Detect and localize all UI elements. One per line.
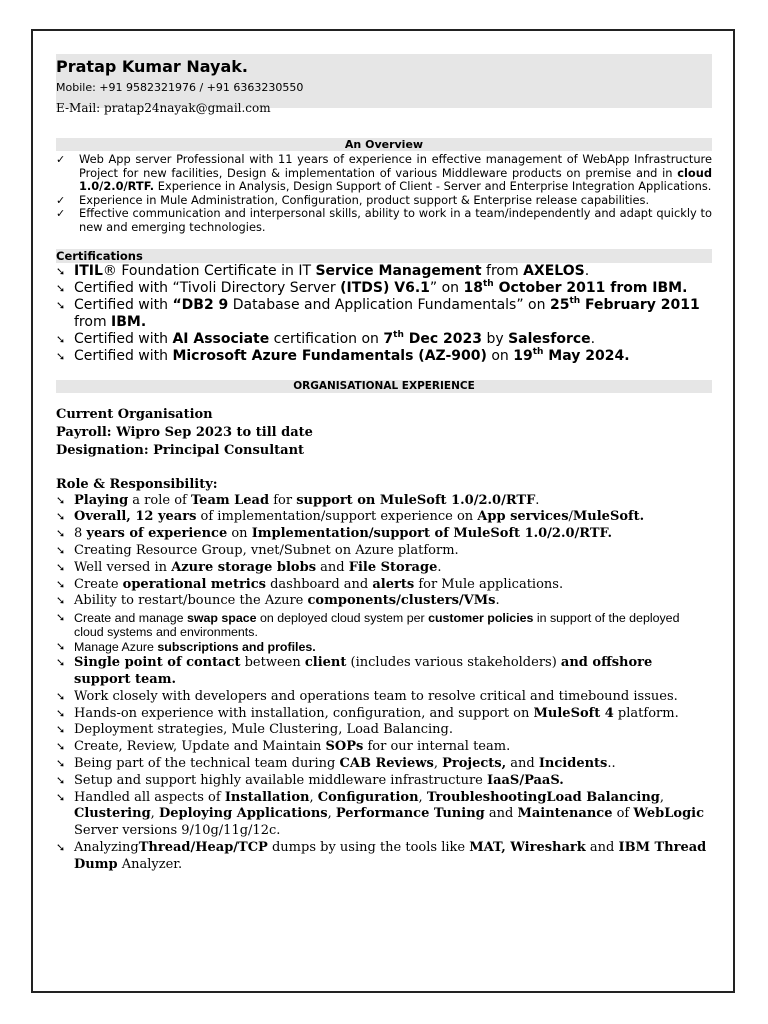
text-run: .	[495, 593, 500, 609]
email-address: E-Mail: pratap24nayak@gmail.com	[56, 101, 271, 115]
certification-item	[56, 331, 712, 348]
text-run: Create	[74, 576, 123, 592]
arrow-bullet-icon: ➘	[56, 577, 66, 591]
text-run: on deployed cloud system per	[256, 611, 429, 626]
checkmark-icon: ✓	[56, 193, 66, 207]
text-run: AXELOS	[523, 262, 585, 279]
text-run: ,	[418, 789, 427, 805]
text-run: Certified with “Tivoli Directory Server	[74, 279, 341, 296]
text-run: certification on	[269, 330, 384, 347]
arrow-bullet-icon: ➘	[56, 723, 66, 737]
responsibility-item	[56, 640, 712, 654]
text-run: ” on	[429, 279, 464, 296]
text-run: for our internal team.	[363, 739, 511, 755]
responsibility-item	[56, 790, 712, 840]
text-run: .	[437, 559, 442, 575]
text-run: App services	[477, 509, 569, 525]
text-run: dumps by using the tools like	[267, 839, 470, 855]
text-run: ..	[607, 755, 616, 771]
text-run: on	[227, 526, 252, 542]
text-run: Hands-on experience with installation, configuration, and support on	[74, 705, 534, 721]
responsibility-item	[56, 706, 712, 723]
text-run: 8	[74, 526, 87, 542]
arrow-bullet-icon: ➘	[56, 612, 66, 625]
overview-list	[56, 153, 712, 235]
text-run: between	[240, 655, 305, 671]
text-run: AI Associate	[172, 330, 270, 347]
arrow-bullet-icon: ➘	[56, 281, 66, 295]
text-run: File Storage	[348, 559, 438, 575]
role-responsibility-heading: Role & Responsibility:	[56, 476, 218, 492]
arrow-bullet-icon: ➘	[56, 594, 66, 608]
overview-heading: An Overview	[56, 138, 712, 151]
text-run: Create, Review, Update and Maintain	[74, 739, 326, 755]
text-run: Being part of the technical team during	[74, 755, 340, 771]
text-run: Dec 2023	[403, 330, 482, 347]
arrow-bullet-icon: ➘	[56, 298, 66, 312]
text-run: years of experience	[86, 526, 228, 542]
certifications-list	[56, 263, 712, 365]
text-run: on	[486, 347, 514, 364]
text-run: and	[585, 839, 619, 855]
text-run: 25	[549, 296, 570, 313]
text-run: TroubleshootingLoad Balancing	[426, 789, 660, 805]
text-run: ,	[150, 806, 159, 822]
text-run: from	[481, 262, 524, 279]
text-run: Analyzing	[74, 839, 139, 855]
text-run: Handled all aspects of	[74, 789, 225, 805]
responsibility-item	[56, 689, 712, 706]
text-run: Certified with	[74, 347, 173, 364]
text-run: ,	[659, 789, 665, 805]
text-run: Manage Azure	[74, 640, 158, 655]
text-run: by	[482, 330, 509, 347]
checkmark-icon: ✓	[56, 153, 66, 166]
text-run: cloud 1.0/2.0/RTF.	[79, 165, 712, 194]
contact-header	[56, 54, 712, 115]
text-run: of implementation/support experience on	[196, 509, 478, 525]
text-run: th	[482, 278, 494, 289]
text-run: support on MuleSoft 1.0/2.0/RTF	[296, 492, 536, 508]
responsibility-item	[56, 526, 712, 543]
text-run: Azure storage blobs	[171, 559, 317, 575]
text-run: alerts	[372, 576, 415, 592]
text-run: MuleSoft 4	[533, 705, 614, 721]
text-run: and offshore support team.	[74, 655, 653, 687]
text-run: from	[74, 313, 112, 330]
responsibility-item	[56, 655, 712, 689]
text-run: Creating Resource Group, vnet/Subnet on Azure platform.	[74, 542, 459, 558]
text-run: .	[590, 330, 596, 347]
responsibilities-list	[56, 493, 712, 874]
certification-item	[56, 348, 712, 365]
current-organisation-label: Current Organisation	[56, 406, 213, 422]
text-run: th	[569, 295, 581, 306]
certification-item	[56, 263, 712, 280]
arrow-bullet-icon: ➘	[56, 264, 66, 278]
text-run: Overall, 12 years	[74, 509, 197, 525]
text-run: IBM Thread Dump	[74, 839, 707, 872]
arrow-bullet-icon: ➘	[56, 349, 66, 363]
text-run: Thread/Heap/TCP	[138, 839, 268, 855]
overview-item	[56, 194, 712, 208]
text-run: Team Lead	[190, 492, 270, 508]
responsibility-item	[56, 593, 712, 610]
text-run: th	[532, 346, 544, 357]
text-run: IBM.	[111, 313, 147, 330]
text-run: of	[612, 806, 634, 822]
text-run: subscriptions and profiles.	[157, 640, 316, 655]
text-run: ,	[309, 789, 318, 805]
responsibility-item	[56, 722, 712, 739]
text-run: October 2011 from IBM.	[493, 279, 688, 296]
text-run: Incidents	[538, 755, 608, 771]
text-run: Clustering	[74, 806, 151, 822]
text-run: for Mule applications.	[414, 576, 564, 592]
text-run: Analyzer.	[117, 856, 183, 872]
text-run: Experience in Mule Administration, Configuration, product support & Enterprise release capabilities.	[79, 192, 650, 207]
text-run: Certified with	[74, 296, 173, 313]
text-run: Installation	[224, 789, 310, 805]
arrow-bullet-icon: ➘	[56, 790, 66, 804]
arrow-bullet-icon: ➘	[56, 493, 66, 507]
text-run: platform.	[613, 705, 679, 721]
arrow-bullet-icon: ➘	[56, 840, 66, 854]
text-run: Maintenance	[517, 806, 613, 822]
text-run: swap space	[186, 611, 257, 626]
text-run: (includes various stakeholders)	[346, 655, 561, 671]
arrow-bullet-icon: ➘	[56, 706, 66, 720]
designation-line: Designation: Principal Consultant	[56, 442, 305, 458]
text-run: Web App server Professional with 11 years of experience in effective management of WebApp Infrastructure Project for new facilities, Design & implementation of various Middleware products on premise and in	[79, 152, 712, 180]
arrow-bullet-icon: ➘	[56, 510, 66, 524]
text-run: ® Foundation Certificate in IT	[102, 262, 316, 279]
text-run: for	[269, 492, 297, 508]
certification-item	[56, 297, 712, 331]
text-run: Configuration	[317, 789, 419, 805]
text-run: ,	[327, 806, 336, 822]
text-run: 7	[383, 330, 394, 347]
text-run: Deploying Applications	[158, 806, 328, 822]
text-run: MAT, Wireshark	[469, 839, 586, 855]
payroll-line: Payroll: Wipro Sep 2023 to till date	[56, 424, 313, 440]
text-run: Well versed in	[74, 559, 172, 575]
text-run: WebLogic	[633, 806, 705, 822]
overview-item	[56, 207, 712, 234]
arrow-bullet-icon: ➘	[56, 560, 66, 574]
text-run: Single point of contact	[74, 655, 241, 671]
text-run: Work closely with developers and operations team to resolve critical and timebound issues.	[74, 688, 678, 704]
text-run: (ITDS) V6.1	[340, 279, 430, 296]
arrow-bullet-icon: ➘	[56, 756, 66, 770]
overview-item	[56, 153, 712, 194]
text-run: Setup and support highly available middleware infrastructure	[74, 772, 487, 788]
arrow-bullet-icon: ➘	[56, 773, 66, 787]
responsibility-item	[56, 493, 712, 510]
experience-heading: ORGANISATIONAL EXPERIENCE	[56, 380, 712, 393]
text-run: Create and manage	[74, 611, 187, 626]
text-run: MuleSoft.	[572, 509, 645, 525]
responsibility-item	[56, 756, 712, 773]
text-run: Projects,	[442, 755, 507, 771]
responsibility-item	[56, 840, 712, 874]
text-run: a role of	[128, 492, 191, 508]
arrow-bullet-icon: ➘	[56, 740, 66, 754]
arrow-bullet-icon: ➘	[56, 689, 66, 703]
text-run: client	[304, 655, 347, 671]
checkmark-icon: ✓	[56, 207, 66, 221]
responsibility-item	[56, 773, 712, 790]
text-run: IaaS/PaaS.	[487, 772, 564, 788]
certification-item	[56, 280, 712, 297]
text-run: CAB Reviews	[339, 755, 434, 771]
text-run: ,	[433, 755, 443, 771]
arrow-bullet-icon: ➘	[56, 543, 66, 557]
certifications-heading: Certifications	[56, 249, 712, 263]
responsibility-item	[56, 611, 712, 639]
responsibility-item	[56, 509, 712, 526]
text-run: Server versions 9/10g/11g/12c.	[74, 823, 281, 839]
arrow-bullet-icon: ➘	[56, 332, 66, 346]
text-run: Deployment strategies, Mule Clustering, Load Balancing.	[74, 722, 453, 738]
resume-document	[56, 54, 712, 874]
text-run: May 2024.	[543, 347, 630, 364]
candidate-name: Pratap Kumar Nayak.	[56, 57, 248, 76]
text-run: Implementation/support of MuleSoft 1.0/2.0/RTF.	[251, 526, 612, 542]
text-run: February 2011	[580, 296, 700, 313]
text-run: customer policies	[428, 611, 534, 626]
text-run: and	[316, 559, 349, 575]
text-run: “DB2 9	[172, 296, 229, 313]
text-run: /	[568, 509, 573, 525]
text-run: SOPs	[325, 739, 364, 755]
text-run: Playing	[74, 492, 129, 508]
text-run: .	[584, 262, 590, 279]
text-run: .	[535, 492, 540, 508]
responsibility-item	[56, 577, 712, 594]
text-run: 19	[513, 347, 533, 364]
responsibility-item	[56, 543, 712, 560]
arrow-bullet-icon: ➘	[56, 527, 66, 541]
text-run: operational metrics	[122, 576, 266, 592]
text-run: ITIL	[74, 262, 103, 279]
text-run: Performance Tuning	[335, 806, 485, 822]
text-run: Salesforce	[508, 330, 591, 347]
arrow-bullet-icon: ➘	[56, 656, 66, 670]
text-run: and	[484, 806, 518, 822]
mobile-numbers: Mobile: +91 9582321976 / +91 6363230550	[56, 81, 304, 94]
text-run: 18	[463, 279, 483, 296]
text-run: Experience in Analysis, Design Support of Client - Server and Enterprise Integration Applications.	[154, 179, 712, 194]
text-run: Service Management	[315, 262, 482, 279]
current-organisation-block	[56, 406, 712, 460]
responsibility-item	[56, 560, 712, 577]
arrow-bullet-icon: ➘	[56, 641, 66, 654]
text-run: components/clusters/VMs	[307, 593, 496, 609]
text-run: and	[506, 755, 539, 771]
text-run: Database and Application Fundamentals” on	[228, 296, 550, 313]
text-run: Ability to restart/bounce the Azure	[74, 593, 308, 609]
text-run: dashboard and	[265, 576, 373, 592]
text-run: th	[393, 329, 404, 340]
text-run: Certified with	[74, 330, 173, 347]
text-run: Microsoft Azure Fundamentals (AZ-900)	[172, 347, 487, 364]
responsibility-item	[56, 739, 712, 756]
text-run: in support of the deployed cloud systems and environments.	[74, 611, 680, 640]
text-run: Effective communication and interpersonal skills, ability to work in a team/independently and adapt quickly to new and emerging technologies.	[79, 206, 712, 234]
